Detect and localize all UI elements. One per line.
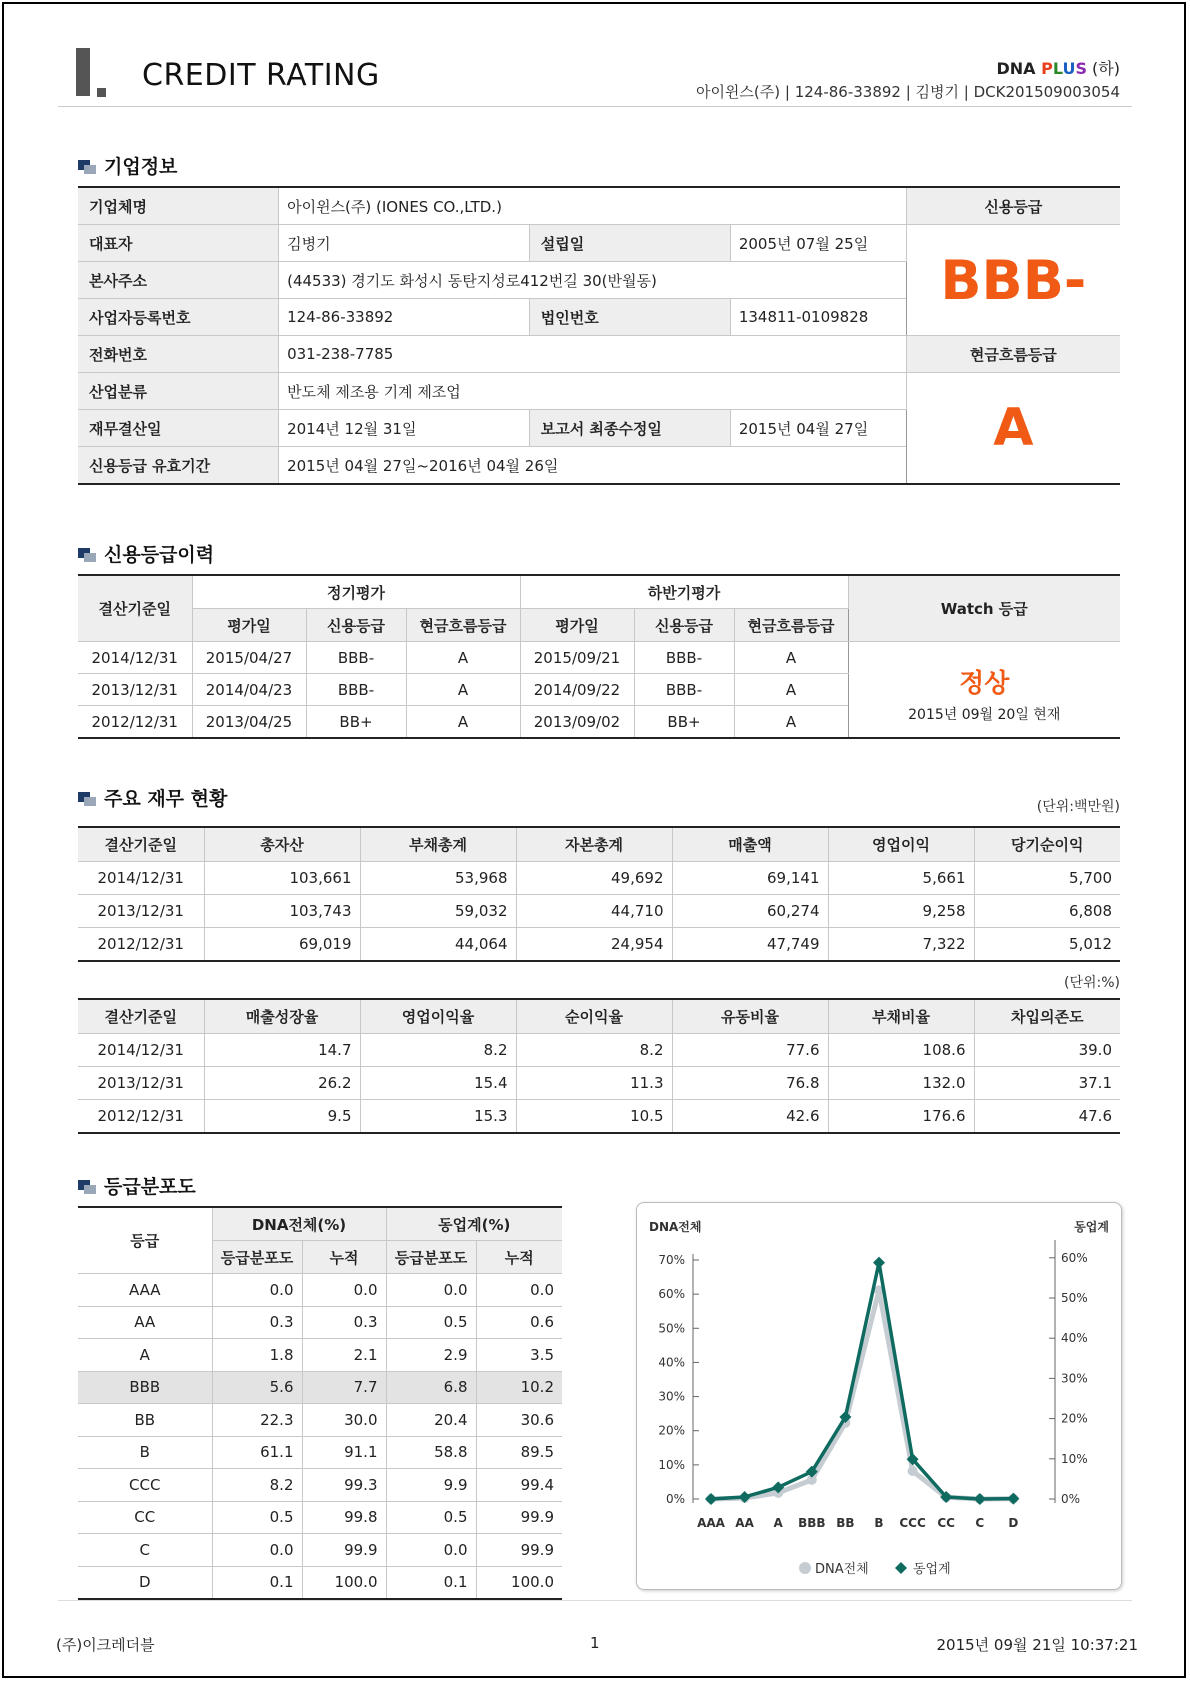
table-row [78,1067,1120,1100]
table-row [78,1339,562,1372]
cell: 108.6 [828,1034,974,1067]
cell: 59,032 [360,895,516,928]
label-cash-grade: 현금흐름등급 [906,336,1120,373]
column-header: 유동비율 [672,999,828,1034]
column-header: 차입의존도 [974,999,1120,1034]
cell: BB+ [306,706,406,739]
rating-history-table [78,574,1120,739]
cell: 176.6 [828,1100,974,1134]
cell: 2015/04/27 [192,642,306,674]
dist-header-cum: 누적 [476,1241,562,1274]
cell: 15.3 [360,1100,516,1134]
table-row [78,1501,562,1534]
cell: 58.8 [386,1436,476,1469]
cell: 91.1 [302,1436,386,1469]
cell: A [406,706,520,739]
label-company-name: 기업체명 [78,187,279,225]
cell: A [734,642,848,674]
cell: 60,274 [672,895,828,928]
cell: 47,749 [672,928,828,962]
value-bizno: 124-86-33892 [279,299,530,336]
left-tick-label: 40% [658,1355,685,1370]
cell: 2.9 [386,1339,476,1372]
label-industry: 산업분류 [78,373,279,410]
hist-header-cash: 현금흐름등급 [734,609,848,642]
left-tick-label: 70% [658,1253,685,1267]
cell: 2014/04/23 [192,674,306,706]
cell: A [734,674,848,706]
value-corpno: 134811-0109828 [730,299,906,336]
cell: 2014/12/31 [78,642,192,674]
cell: 2014/09/22 [520,674,634,706]
series-line-industry [711,1263,1013,1499]
brand-logo: DNA PLUS (하) [996,59,1120,78]
cell: AA [78,1306,212,1339]
section-bullet-icon [78,792,96,806]
label-updated: 보고서 최종수정일 [529,410,730,447]
cell: BBB- [306,642,406,674]
cell: 77.6 [672,1034,828,1067]
cell: 0.0 [476,1274,562,1307]
right-axis-title: 동업계 [1074,1220,1109,1234]
header-right [696,56,1120,102]
right-tick-label: 20% [1061,1411,1088,1426]
table-row [78,928,1120,962]
cell: 8.2 [516,1034,672,1067]
cell: 0.5 [212,1501,302,1534]
cash-grade-value: A [906,373,1120,485]
table-row [78,1566,562,1599]
cell: 39.0 [974,1034,1120,1067]
hist-header-credit: 신용등급 [306,609,406,642]
table-row [78,1371,562,1404]
cell: 15.4 [360,1067,516,1100]
cell: BB+ [634,706,734,739]
value-ceo: 김병기 [279,225,530,262]
cell: 14.7 [204,1034,360,1067]
cell: BBB- [634,642,734,674]
left-tick-label: 10% [658,1457,685,1472]
legend-marker-industry [895,1562,907,1574]
table-row [78,1436,562,1469]
right-tick-label: 60% [1061,1250,1088,1265]
right-tick-label: 10% [1061,1451,1088,1466]
point-industry [739,1491,751,1503]
cell: 99.4 [476,1469,562,1502]
column-header: 영업이익율 [360,999,516,1034]
label-validity: 신용등급 유효기간 [78,447,279,485]
column-header: 부채총계 [360,827,516,862]
x-tick-label: BB [836,1516,855,1530]
value-phone: 031-238-7785 [279,336,907,373]
column-header: 결산기준일 [78,999,204,1034]
value-company-name: 아이윈스(주) (IONES CO.,LTD.) [279,187,907,225]
label-address: 본사주소 [78,262,279,299]
cell: 2013/12/31 [78,895,204,928]
value-industry: 반도체 제조용 기계 제조업 [279,373,907,410]
ratio-table [78,998,1120,1134]
table-row [78,1534,562,1567]
cell: 2013/12/31 [78,674,192,706]
hist-header-eval-date: 평가일 [520,609,634,642]
dist-header-industry: 동업계(%) [386,1207,562,1241]
value-founded: 2005년 07월 25일 [730,225,906,262]
cell: 100.0 [476,1566,562,1599]
table-row [78,642,1120,674]
label-founded: 설립일 [529,225,730,262]
cell: 0.1 [212,1566,302,1599]
cell: 42.6 [672,1100,828,1134]
legend-label-dna: DNA전체 [815,1562,869,1577]
credit-grade-value: BBB- [906,225,1120,336]
unit-label-percent: (단위:%) [1064,975,1120,991]
cell: 9,258 [828,895,974,928]
title-mark [76,48,90,96]
section-bullet-icon [78,160,96,174]
label-phone: 전화번호 [78,336,279,373]
cell: D [78,1566,212,1599]
cell: 11.3 [516,1067,672,1100]
column-header: 부채비율 [828,999,974,1034]
cell: 89.5 [476,1436,562,1469]
cell: 69,019 [204,928,360,962]
watch-date: 2015년 09월 20일 현재 [908,707,1061,723]
left-tick-label: 0% [665,1492,685,1506]
label-ceo: 대표자 [78,225,279,262]
cell: 100.0 [302,1566,386,1599]
table-row [78,1469,562,1502]
section-bullet-icon [78,1180,96,1194]
label-bizno: 사업자등록번호 [78,299,279,336]
dist-header-dna: DNA전체(%) [212,1207,386,1241]
legend-label-industry: 동업계 [913,1562,951,1577]
cell: 47.6 [974,1100,1120,1134]
cell: 9.5 [204,1100,360,1134]
cell: 5,661 [828,862,974,895]
x-tick-label: A [773,1516,783,1530]
column-header: 자본총계 [516,827,672,862]
cell: 0.0 [302,1274,386,1307]
cell: 20.4 [386,1404,476,1437]
cell: A [78,1339,212,1372]
cell: 2013/12/31 [78,1067,204,1100]
cell: A [406,642,520,674]
cell: 6.8 [386,1371,476,1404]
value-updated: 2015년 04월 27일 [730,410,906,447]
column-header: 매출액 [672,827,828,862]
cell: 0.6 [476,1306,562,1339]
value-fiscal: 2014년 12월 31일 [279,410,530,447]
distribution-table [78,1206,562,1600]
cell: 0.0 [212,1534,302,1567]
cell: 5.6 [212,1371,302,1404]
cell: 6,808 [974,895,1120,928]
point-industry [974,1493,986,1505]
column-header: 총자산 [204,827,360,862]
cell: C [78,1534,212,1567]
hist-header-regular: 정기평가 [192,575,520,609]
dist-header-grade: 등급 [78,1207,212,1274]
cell: 69,141 [672,862,828,895]
value-validity: 2015년 04월 27일~2016년 04월 26일 [279,447,907,485]
column-header: 결산기준일 [78,827,204,862]
cell: 30.6 [476,1404,562,1437]
financial-table [78,826,1120,962]
cell: 8.2 [360,1034,516,1067]
x-tick-label: C [975,1516,985,1530]
cell: 1.8 [212,1339,302,1372]
label-corpno: 법인번호 [529,299,730,336]
cell: 0.3 [302,1306,386,1339]
cell: 0.5 [386,1501,476,1534]
table-row [78,1306,562,1339]
value-address: (44533) 경기도 화성시 동탄지성로412번길 30(반월동) [279,262,907,299]
cell: 0.0 [212,1274,302,1307]
table-header-row [78,827,1120,862]
hist-header-cash: 현금흐름등급 [406,609,520,642]
cell: 5,700 [974,862,1120,895]
series-line-dna [711,1290,1013,1499]
x-tick-label: AA [735,1516,754,1530]
left-axis-title: DNA전체 [649,1220,702,1234]
cell: A [406,674,520,706]
cell: 2014/12/31 [78,1034,204,1067]
cell: 53,968 [360,862,516,895]
section-title-distribution: 등급분포도 [78,1172,196,1199]
x-tick-label: CCC [899,1516,926,1530]
left-tick-label: 50% [658,1321,685,1336]
cell: 8.2 [212,1469,302,1502]
hist-header-half: 하반기평가 [520,575,848,609]
cell: 99.9 [302,1534,386,1567]
hist-header-credit: 신용등급 [634,609,734,642]
cell: B [78,1436,212,1469]
cell: 99.8 [302,1501,386,1534]
table-row [78,1404,562,1437]
watch-cell [848,642,1120,739]
unit-label-million-won: (단위:백만원) [1036,799,1120,815]
x-tick-label: D [1008,1516,1019,1530]
x-tick-label: B [874,1516,884,1530]
column-header: 영업이익 [828,827,974,862]
cell: 10.2 [476,1371,562,1404]
header-info: 아이윈스(주) | 124-86-33892 | 김병기 | DCK201509003054 [695,83,1120,101]
legend-marker-dna [799,1562,811,1574]
cell: 0.0 [386,1534,476,1567]
label-credit-grade: 신용등급 [906,187,1120,225]
watch-status: 정상 [959,669,1010,699]
chart-svg [637,1203,1121,1589]
cell: 0.3 [212,1306,302,1339]
cell: 30.0 [302,1404,386,1437]
column-header: 매출성장율 [204,999,360,1034]
hist-header-base-date: 결산기준일 [78,575,192,642]
cell: BB [78,1404,212,1437]
section-title-history: 신용등급이력 [78,540,214,567]
right-tick-label: 0% [1061,1492,1081,1506]
cell: 99.9 [476,1534,562,1567]
cell: 10.5 [516,1100,672,1134]
cell: 44,710 [516,895,672,928]
cell: 132.0 [828,1067,974,1100]
right-tick-label: 30% [1061,1371,1088,1386]
company-info-table [78,186,1120,485]
cell: A [734,706,848,739]
cell: 0.0 [386,1274,476,1307]
point-industry [1007,1493,1019,1505]
cell: 103,743 [204,895,360,928]
cell: 2012/12/31 [78,706,192,739]
table-row [78,1100,1120,1134]
distribution-chart [636,1202,1122,1590]
section-bullet-icon [78,548,96,562]
right-tick-label: 50% [1061,1291,1088,1305]
cell: 76.8 [672,1067,828,1100]
table-row [78,1034,1120,1067]
cell: 44,064 [360,928,516,962]
cell: 2012/12/31 [78,1100,204,1134]
cell: 0.1 [386,1566,476,1599]
label-fiscal: 재무결산일 [78,410,279,447]
cell: CC [78,1501,212,1534]
cell: BBB- [634,674,734,706]
title-dot [97,88,106,97]
header-divider [58,106,1132,107]
cell: 0.5 [386,1306,476,1339]
cell: AAA [78,1274,212,1307]
left-tick-label: 60% [658,1287,685,1302]
left-tick-label: 20% [658,1423,685,1438]
cell: 24,954 [516,928,672,962]
cell: 9.9 [386,1469,476,1502]
cell: CCC [78,1469,212,1502]
footer-page-number: 1 [590,1634,600,1652]
cell: 49,692 [516,862,672,895]
footer-datetime: 2015년 09월 21일 10:37:21 [936,1636,1138,1654]
table-header-row [78,999,1120,1034]
hist-header-eval-date: 평가일 [192,609,306,642]
cell: 37.1 [974,1067,1120,1100]
point-dna [908,1466,918,1476]
x-tick-label: CC [937,1516,956,1530]
footer-divider [58,1600,1132,1601]
dist-header-cum: 누적 [302,1241,386,1274]
column-header: 순이익율 [516,999,672,1034]
cell: 2012/12/31 [78,928,204,962]
table-row [78,862,1120,895]
table-row [78,1274,562,1307]
point-industry [705,1493,717,1505]
left-tick-label: 30% [658,1389,685,1404]
column-header: 당기순이익 [974,827,1120,862]
section-title-financial: 주요 재무 현황 [78,784,227,811]
cell: 99.9 [476,1501,562,1534]
section-title-company: 기업정보 [78,152,177,179]
cell: 2015/09/21 [520,642,634,674]
dist-header-dist: 등급분포도 [212,1241,302,1274]
footer-company: (주)이크레더블 [56,1636,155,1654]
cell: 5,012 [974,928,1120,962]
right-tick-label: 40% [1061,1331,1088,1346]
cell: BBB- [306,674,406,706]
cell: 2014/12/31 [78,862,204,895]
x-tick-label: BBB [798,1516,826,1530]
hist-header-watch: Watch 등급 [848,575,1120,642]
cell: BBB [78,1371,212,1404]
cell: 103,661 [204,862,360,895]
table-row [78,895,1120,928]
cell: 2013/04/25 [192,706,306,739]
cell: 7,322 [828,928,974,962]
page-title: CREDIT RATING [142,58,380,93]
cell: 22.3 [212,1404,302,1437]
cell: 2013/09/02 [520,706,634,739]
dist-header-dist: 등급분포도 [386,1241,476,1274]
point-industry [873,1257,885,1269]
cell: 3.5 [476,1339,562,1372]
cell: 2.1 [302,1339,386,1372]
cell: 61.1 [212,1436,302,1469]
x-tick-label: AAA [697,1516,725,1530]
cell: 7.7 [302,1371,386,1404]
cell: 26.2 [204,1067,360,1100]
cell: 99.3 [302,1469,386,1502]
